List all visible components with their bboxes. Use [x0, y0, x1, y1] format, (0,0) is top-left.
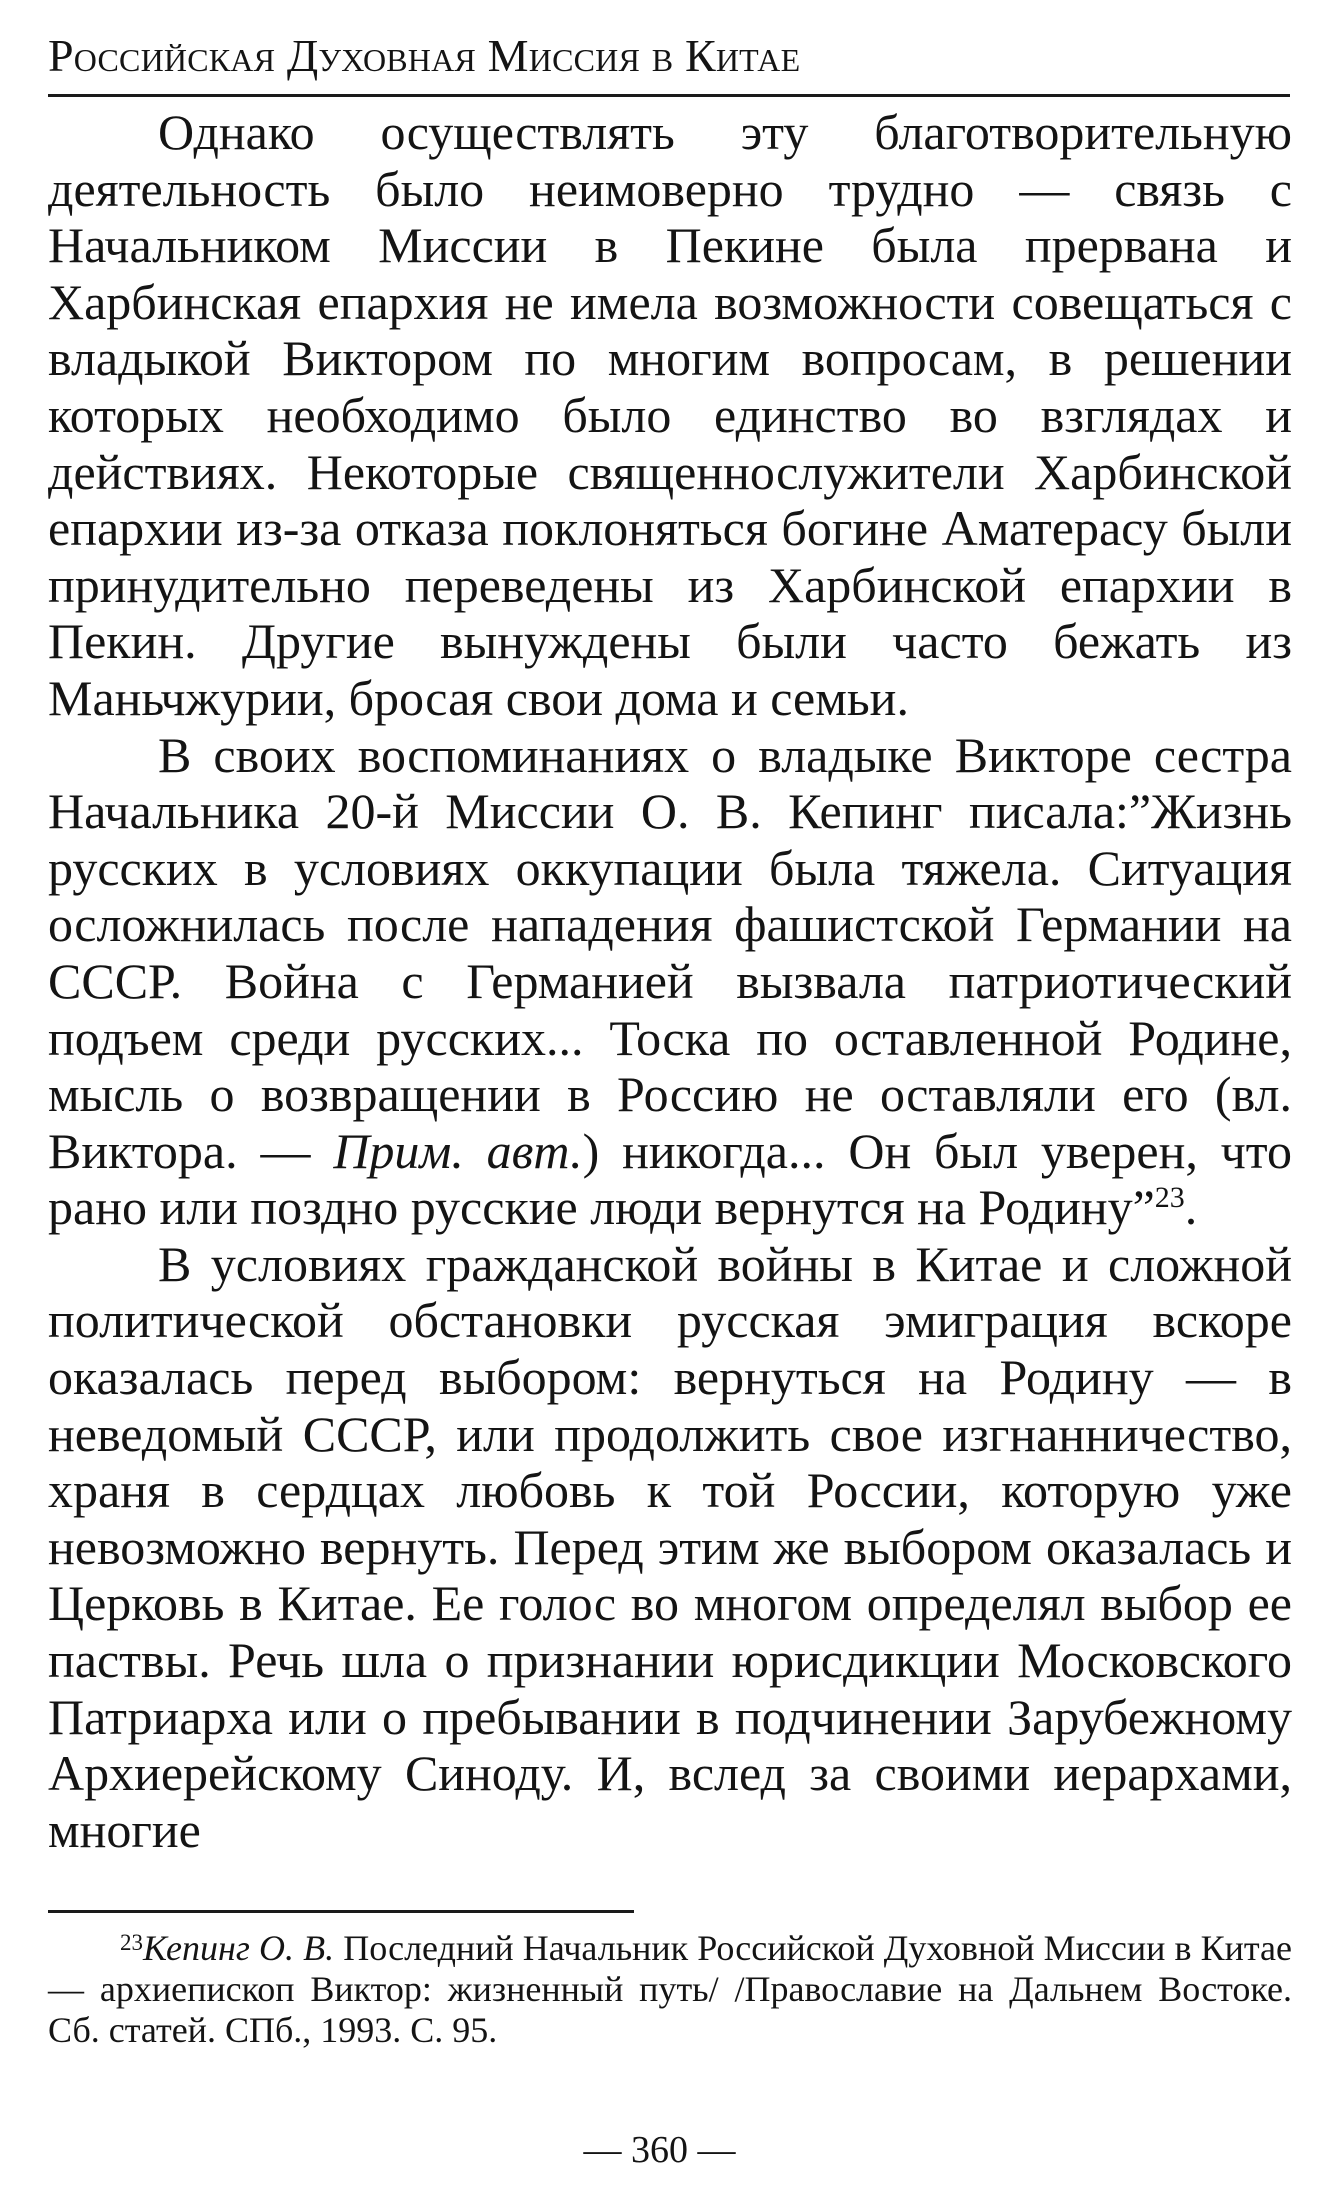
paragraph-2-text-c: . [1184, 1179, 1198, 1236]
footnote-rule [48, 1910, 634, 1913]
paragraph-2-text-a: В своих воспоминаниях о владыке Викторе сестра Начальника 20-й Миссии О. В. Кепинг писала:”Жизнь русских в условиях оккупации была тяжела. Ситуация осложнилась после нападения фашистской Германии на СССР. Война с Германией вызвала патриотический подъем среди русских... Тоска по оставленной Родине, мысль о возвращении в Россию не оставляли его (вл. Виктора. — [48, 726, 1292, 1179]
footnote-paragraph [48, 1928, 1292, 2051]
footnote-text: Последний Начальник Российской Духовной Миссии в Китае — архиепископ Виктор: жизненный путь/ /Православие на Дальнем Востоке. Сб. статей. СПб., 1993. С. 95. [48, 1928, 1292, 2050]
paragraph-3-text: В условиях гражданской войны в Китае и сложной политической обстановки русская эмиграция вскоре оказалась перед выбором: вернуться на Родину — в неведомый СССР, или продолжить свое изгнанничество, храня в сердцах любовь к той России, которую уже невозможно вернуть. Перед этим же выбором оказалась и Церковь в Китае. Ее голос во многом определял выбор ее паствы. Речь шла о признании юрисдикции Московского Патриарха или о пребывании в подчинении Зарубежному Архиерейскому Синоду. И, вслед за своими иерархами, многие [48, 1235, 1292, 1858]
footnote-number: 23 [120, 1930, 143, 1955]
footnote-reference: 23 [1154, 1181, 1185, 1215]
running-head: Российская Духовная Миссия в Китае [48, 30, 801, 81]
body-text [48, 104, 1292, 1858]
header-rule [48, 94, 1290, 97]
paragraph-3 [48, 1236, 1292, 1859]
paragraph-1-text: Однако осуществлять эту благотворительную деятельность было неимоверно трудно — связь с Начальником Миссии в Пекине была прервана и Харбинская епархия не имела возможности совещаться с владыкой Виктором по многим вопросам, в решении которых необходимо было единство во взглядах и действиях. Некоторые священнослужители Харбинской епархии из-за отказа поклоняться богине Аматерасу были принудительно переведены из Харбинской епархии в Пекин. Другие вынуждены были часто бежать из Маньчжурии, бросая свои дома и семьи. [48, 104, 1292, 726]
page-number: — 360 — [583, 2129, 736, 2171]
footnote [48, 1928, 1292, 2051]
author-note-italic: Прим. авт. [333, 1122, 583, 1179]
paragraph-2-text-b: ) никогда... Он был уверен, что рано или поздно русские люди вернутся на Родину” [48, 1122, 1292, 1236]
footnote-author: Кепинг О. В. [143, 1928, 335, 1968]
paragraph-2 [48, 727, 1292, 1236]
paragraph-1 [48, 104, 1292, 727]
